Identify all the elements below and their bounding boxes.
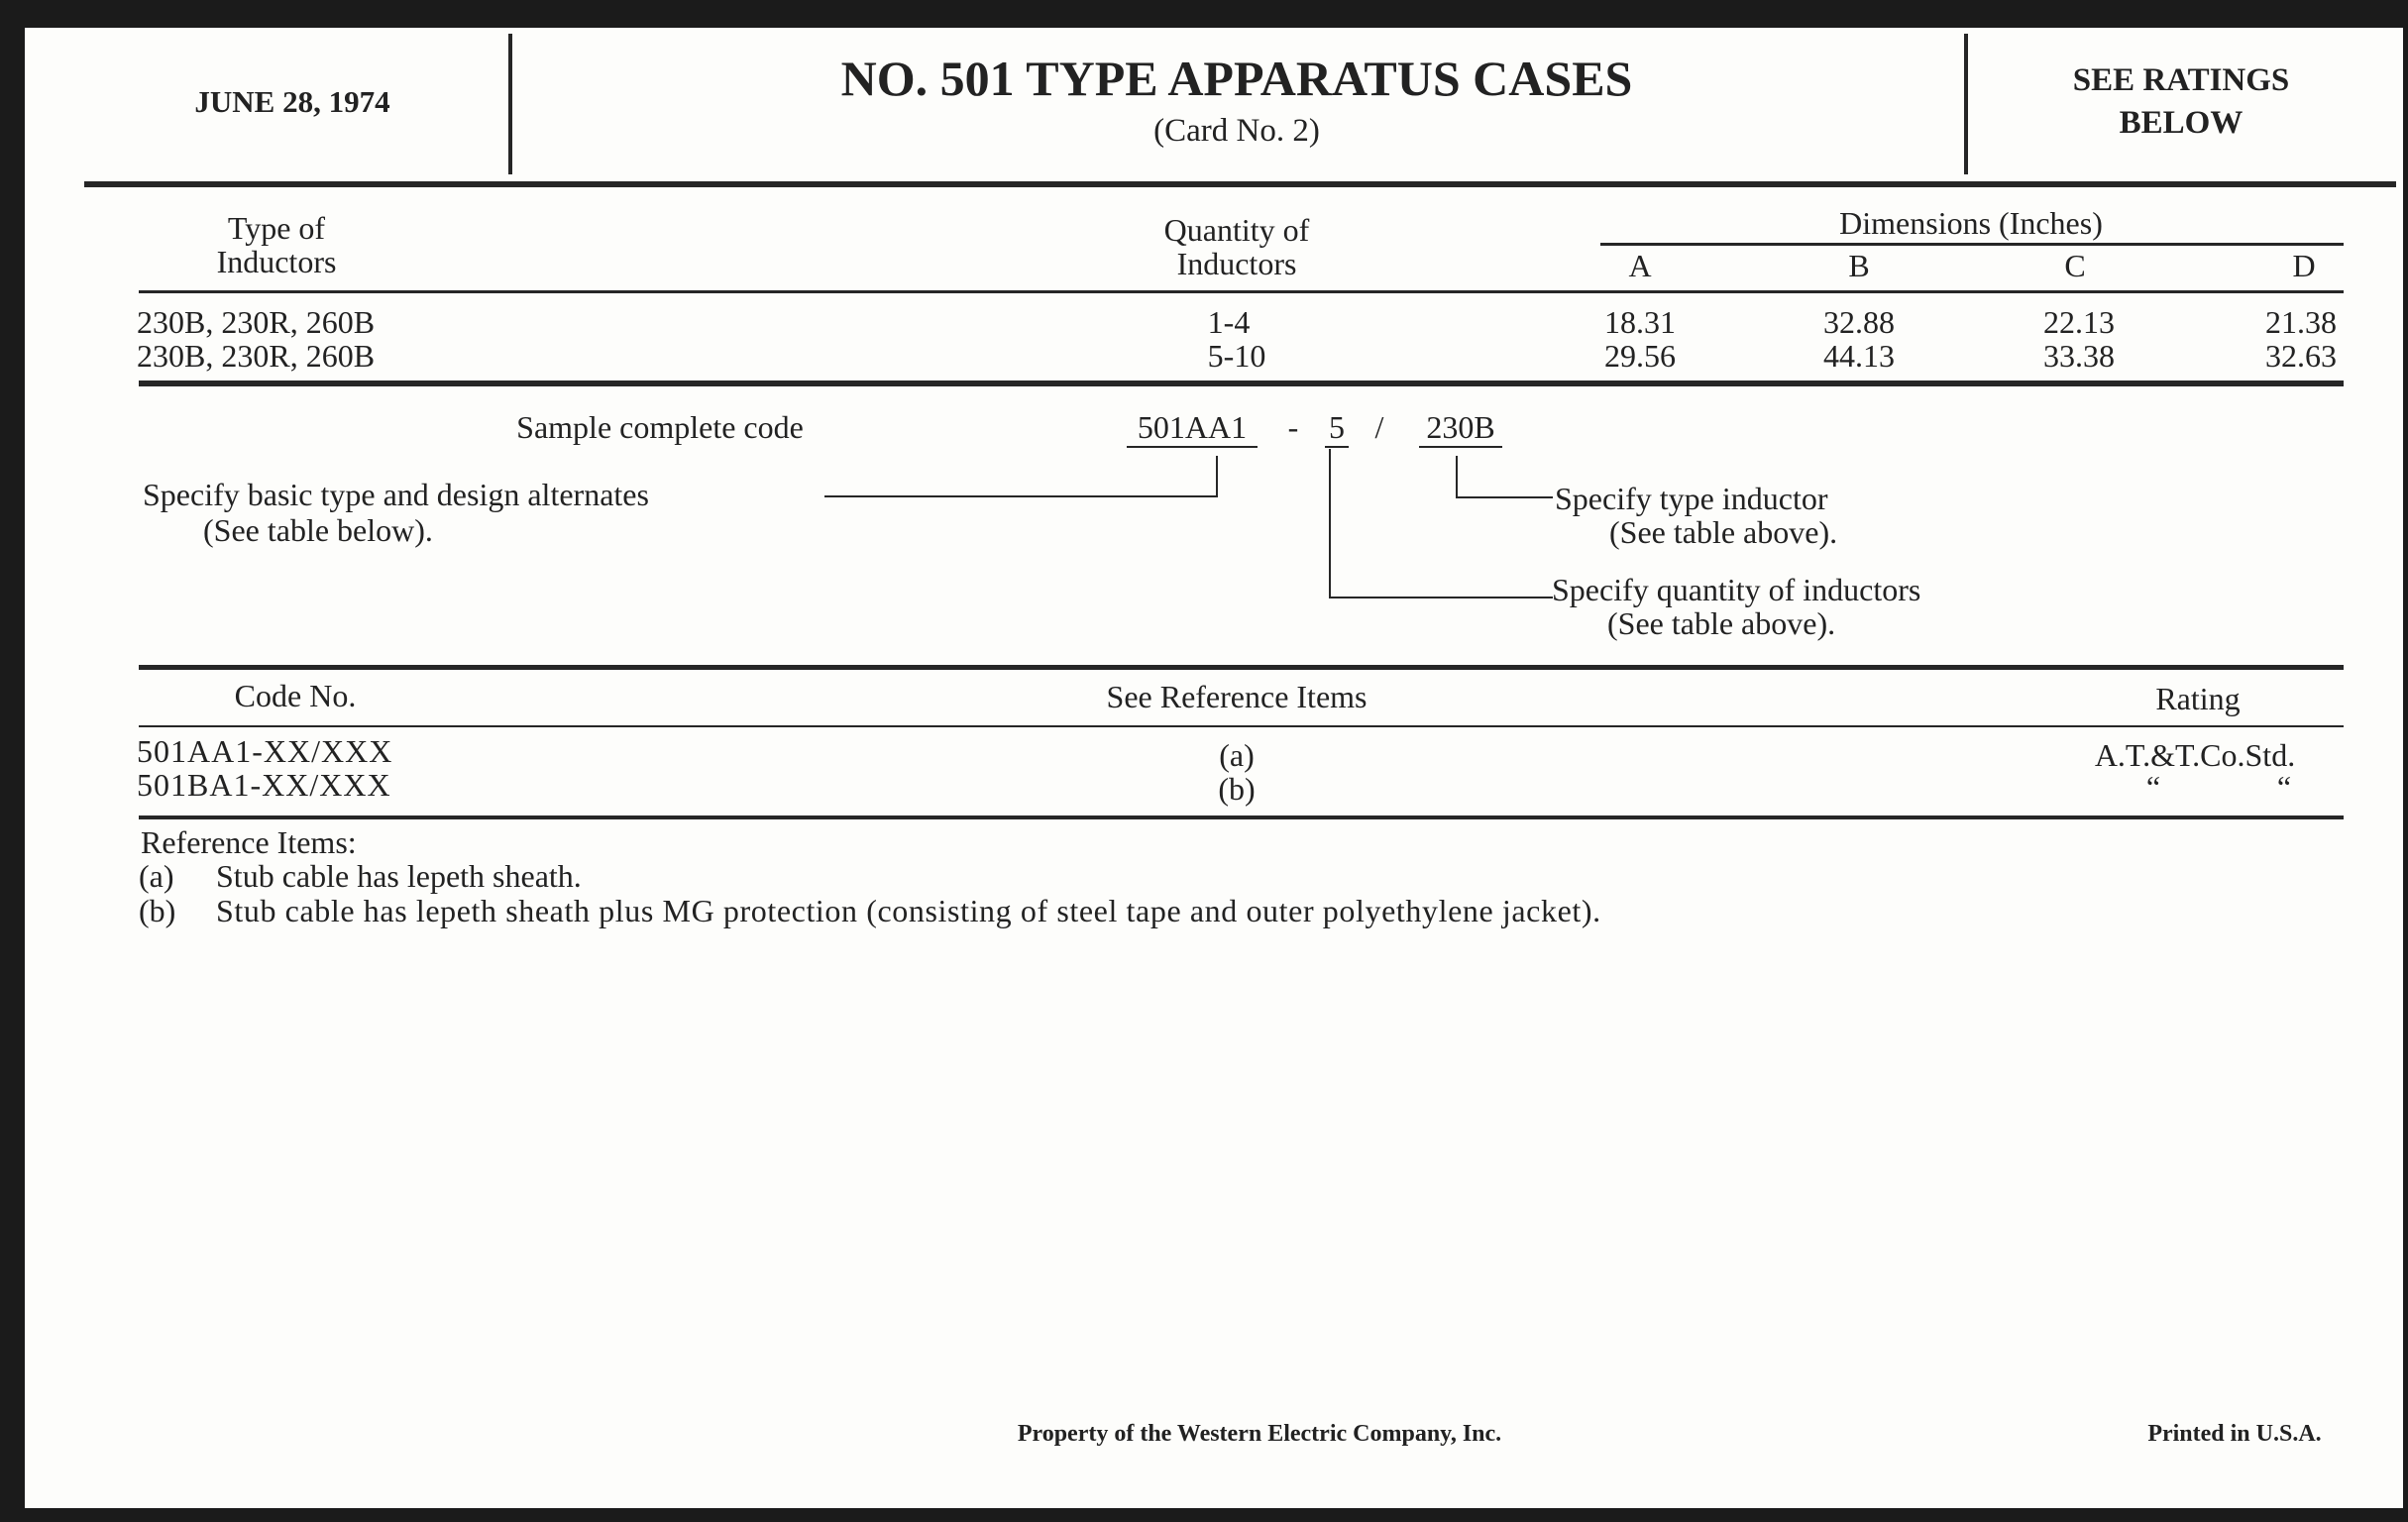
code-row-ref: (b) (1218, 771, 1256, 807)
footer-property: Property of the Western Electric Company, Inc. (1017, 1421, 1502, 1447)
row-type: 230B, 230R, 260B (137, 338, 376, 374)
reference-text: Stub cable has lepeth sheath. (216, 858, 582, 894)
row-dim-c: 22.13 (2043, 304, 2115, 340)
note-basic-type-ref: (See table below). (203, 512, 433, 548)
dim-col-a: A (1628, 248, 1652, 283)
dimensions-header: Dimensions (Inches) (1839, 205, 2103, 241)
dimensions-underline (1600, 243, 2344, 246)
code-part-type: 230B (1426, 409, 1495, 445)
reference-key: (b) (139, 893, 176, 928)
col-code-header: Code No. (234, 678, 357, 713)
row-dim-a: 18.31 (1604, 304, 1676, 340)
col-qty-header: Inductors (1176, 246, 1297, 281)
table-bottom-rule (139, 815, 2344, 819)
code-part-basic: 501AA1 (1137, 409, 1248, 445)
row-qty: 5-10 (1207, 338, 1266, 374)
table-rule (139, 665, 2344, 670)
code-dash: - (1287, 409, 1299, 445)
note-type-inductor-ref: (See table above). (1609, 514, 1838, 550)
row-type: 230B, 230R, 260B (137, 304, 376, 340)
note-basic-type: Specify basic type and design alternates (143, 477, 649, 512)
row-dim-b: 32.88 (1823, 304, 1895, 340)
sample-code-label: Sample complete code (516, 409, 804, 445)
dim-col-c: C (2064, 248, 2086, 283)
ditto-mark: “ (2145, 769, 2161, 805)
row-dim-c: 33.38 (2043, 338, 2115, 374)
leader-line (824, 495, 1218, 497)
date: JUNE 28, 1974 (194, 84, 390, 119)
footer-printed: Printed in U.S.A. (2147, 1421, 2322, 1447)
leader-line (1329, 449, 1331, 598)
col-type-header: Type of (227, 210, 326, 246)
code-slash: / (1374, 409, 1384, 445)
code-part-qty: 5 (1329, 409, 1345, 445)
leader-line (1456, 496, 1553, 498)
dim-col-d: D (2292, 248, 2316, 283)
underline (1419, 446, 1502, 448)
ratings-note-line1: SEE RATINGS (2072, 62, 2290, 98)
note-qty-inductors-ref: (See table above). (1607, 605, 1836, 641)
table-rule (139, 290, 2344, 293)
ditto-mark: “ (2276, 769, 2292, 805)
col-ref-header: See Reference Items (1106, 679, 1368, 714)
col-qty-header: Quantity of (1163, 212, 1310, 248)
header-rule (84, 181, 2396, 187)
underline (1325, 446, 1349, 448)
note-type-inductor: Specify type inductor (1555, 481, 1828, 516)
page-subtitle: (Card No. 2) (1153, 113, 1320, 149)
reference-key: (a) (139, 858, 174, 894)
col-rating-header: Rating (2155, 681, 2241, 716)
leader-line (1456, 456, 1458, 498)
ratings-note-line2: BELOW (2119, 105, 2244, 141)
header-divider (508, 34, 512, 174)
code-row-ref: (a) (1219, 737, 1255, 773)
page-title: NO. 501 TYPE APPARATUS CASES (840, 51, 1633, 106)
leader-line (1216, 456, 1218, 497)
table-rule (139, 725, 2344, 727)
underline (1127, 446, 1258, 448)
code-row-rating: A.T.&T.Co.Std. (2094, 737, 2296, 773)
dim-col-b: B (1848, 248, 1870, 283)
code-row: 501AA1-XX/XXX (137, 733, 393, 769)
reference-heading: Reference Items: (141, 824, 357, 860)
col-type-header: Inductors (216, 244, 337, 279)
row-dim-d: 32.63 (2265, 338, 2337, 374)
header-divider (1964, 34, 1968, 174)
table-bottom-rule (139, 380, 2344, 386)
row-dim-d: 21.38 (2265, 304, 2337, 340)
leader-line (1329, 597, 1553, 598)
row-dim-a: 29.56 (1604, 338, 1676, 374)
code-row: 501BA1-XX/XXX (137, 767, 391, 803)
reference-text: Stub cable has lepeth sheath plus MG protection (consisting of steel tape and outer polyethylene jacket). (216, 893, 1601, 928)
row-qty: 1-4 (1207, 304, 1251, 340)
row-dim-b: 44.13 (1823, 338, 1895, 374)
note-qty-inductors: Specify quantity of inductors (1552, 572, 1921, 607)
